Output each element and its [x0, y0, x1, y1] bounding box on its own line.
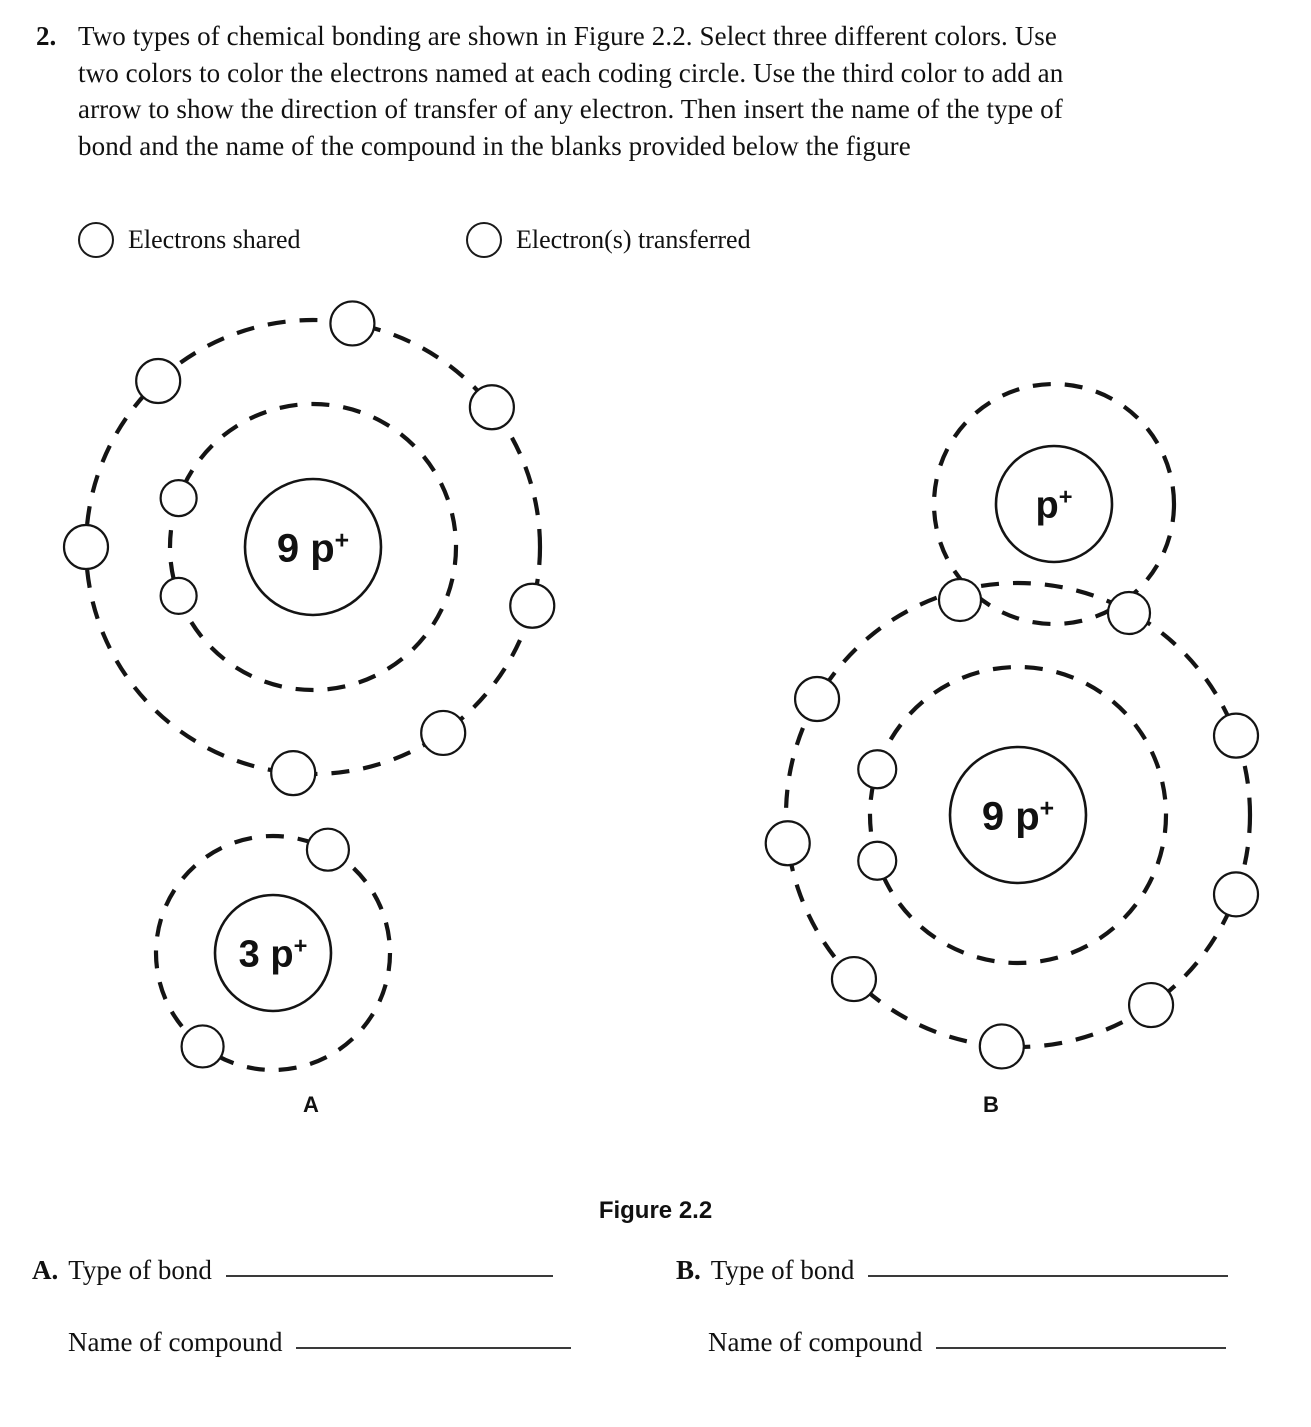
electron-circle: [1214, 714, 1258, 758]
answer-blank-a-type-of-bond[interactable]: [226, 1275, 553, 1277]
fluorine-inner-shell-electron-2: [858, 842, 896, 880]
fluorine-inner-shell-electron-2: [161, 578, 197, 614]
answer-prefix-b: B.: [676, 1255, 701, 1285]
coding-circle-legend: [78, 222, 978, 270]
electron-circle: [307, 829, 349, 871]
fluorine-outer-shell-electron-2: [421, 711, 465, 755]
electron-circle: [421, 711, 465, 755]
electron-circle: [510, 584, 554, 628]
coding-circle-icon[interactable]: [466, 222, 502, 258]
panel-a: [64, 301, 554, 1070]
fluorine-outer-shell-electron-7: [1214, 714, 1258, 758]
nucleus-charge-superscript: +: [1039, 794, 1055, 822]
figure-caption: Figure 2.2: [598, 1197, 713, 1224]
fluorine-inner-shell-electron-1: [161, 480, 197, 516]
electron-circle: [182, 1025, 224, 1067]
fluorine-outer-shell-electron-4: [980, 1024, 1024, 1068]
fluorine-outer-shell-electron-6: [136, 359, 180, 403]
electron-circle: [64, 525, 108, 569]
coding-circle-icon[interactable]: [78, 222, 114, 258]
fluorine-nucleus-label: 9 p+: [276, 526, 350, 571]
answer-row-b-name-of-compound: [708, 1327, 1226, 1358]
legend-item-electrons-transferred[interactable]: [466, 222, 751, 258]
electron-circle: [271, 751, 315, 795]
nucleus-charge-superscript: +: [334, 526, 350, 554]
shared-electron-left: [939, 579, 981, 621]
electron-circle: [161, 578, 197, 614]
electron-circle: [330, 301, 374, 345]
answer-label-b-type-of-bond: Type of bond: [710, 1255, 855, 1285]
fluorine-outer-shell-electron-3: [832, 957, 876, 1001]
panel-b: [766, 384, 1258, 1068]
electron-circle: [1129, 983, 1173, 1027]
electron-circle: [766, 821, 810, 865]
legend-label-electrons-shared: Electrons shared: [128, 225, 301, 254]
electron-circle: [858, 842, 896, 880]
nucleus-charge-superscript: +: [1058, 483, 1073, 510]
answer-label-a-type-of-bond: Type of bond: [68, 1255, 212, 1285]
panel-letter-a: A: [303, 1092, 319, 1117]
fluorine-outer-shell-electron-4: [470, 385, 514, 429]
legend-label-electrons-transferred: Electron(s) transferred: [516, 225, 751, 254]
lithium-single-shell-electron-2: [182, 1025, 224, 1067]
answer-blank-b-name-of-compound[interactable]: [936, 1347, 1226, 1349]
fluorine-outer-shell-electron-3: [510, 584, 554, 628]
fluorine-outer-shell-electron-1: [795, 677, 839, 721]
electron-circle: [1214, 872, 1258, 916]
electron-circle: [136, 359, 180, 403]
electron-circle: [161, 480, 197, 516]
fluorine-outer-shell-electron-2: [766, 821, 810, 865]
fluorine-outer-shell-electron-5: [330, 301, 374, 345]
answer-prefix-a: A.: [32, 1255, 59, 1285]
electron-circle: [795, 677, 839, 721]
shared-electron-right: [1108, 592, 1150, 634]
electron-circle: [470, 385, 514, 429]
fluorine-outer-shell-electron-1: [271, 751, 315, 795]
electron-circle: [832, 957, 876, 1001]
fluorine-outer-shell-electron-7: [64, 525, 108, 569]
answer-blank-b-type-of-bond[interactable]: [868, 1275, 1228, 1277]
answer-blank-a-name-of-compound[interactable]: [296, 1347, 571, 1349]
fluorine-outer-shell-electron-6: [1214, 872, 1258, 916]
answer-row-a-name-of-compound: [68, 1327, 571, 1358]
fluorine-nucleus-label: 9 p+: [981, 794, 1055, 839]
nucleus-charge-superscript: +: [293, 932, 308, 959]
question-block: [36, 18, 1081, 164]
question-number: 2.: [36, 21, 57, 51]
electron-circle: [980, 1024, 1024, 1068]
panel-letter-b: B: [983, 1092, 999, 1117]
answer-label-a-name-of-compound: Name of compound: [68, 1327, 283, 1357]
hydrogen-nucleus-label: p+: [1035, 483, 1073, 527]
fluorine-outer-shell-electron-5: [1129, 983, 1173, 1027]
answer-row-a-type-of-bond: [32, 1255, 553, 1286]
legend-item-electrons-shared[interactable]: [78, 222, 301, 258]
answer-row-b-type-of-bond: [676, 1255, 1228, 1286]
answer-blanks: [0, 1255, 1311, 1427]
fluorine-inner-shell-electron-1: [858, 750, 896, 788]
answer-label-b-name-of-compound: Name of compound: [708, 1327, 923, 1357]
question-text: Two types of chemical bonding are shown in Figure 2.2. Select three different colors. Use two colors to color the electrons named at each coding circle. Use the third color to add an arrow to show the direction of transfer of any electron. Then insert the name of the type of bond and the name of the compound in the blanks provided below the figure: [78, 21, 1064, 161]
electron-circle: [858, 750, 896, 788]
lithium-single-shell-electron-1: [307, 829, 349, 871]
lithium-nucleus-label: 3 p+: [238, 932, 308, 976]
figure-2-2: [0, 285, 1311, 1115]
bohr-model-diagram: [0, 285, 1311, 1115]
